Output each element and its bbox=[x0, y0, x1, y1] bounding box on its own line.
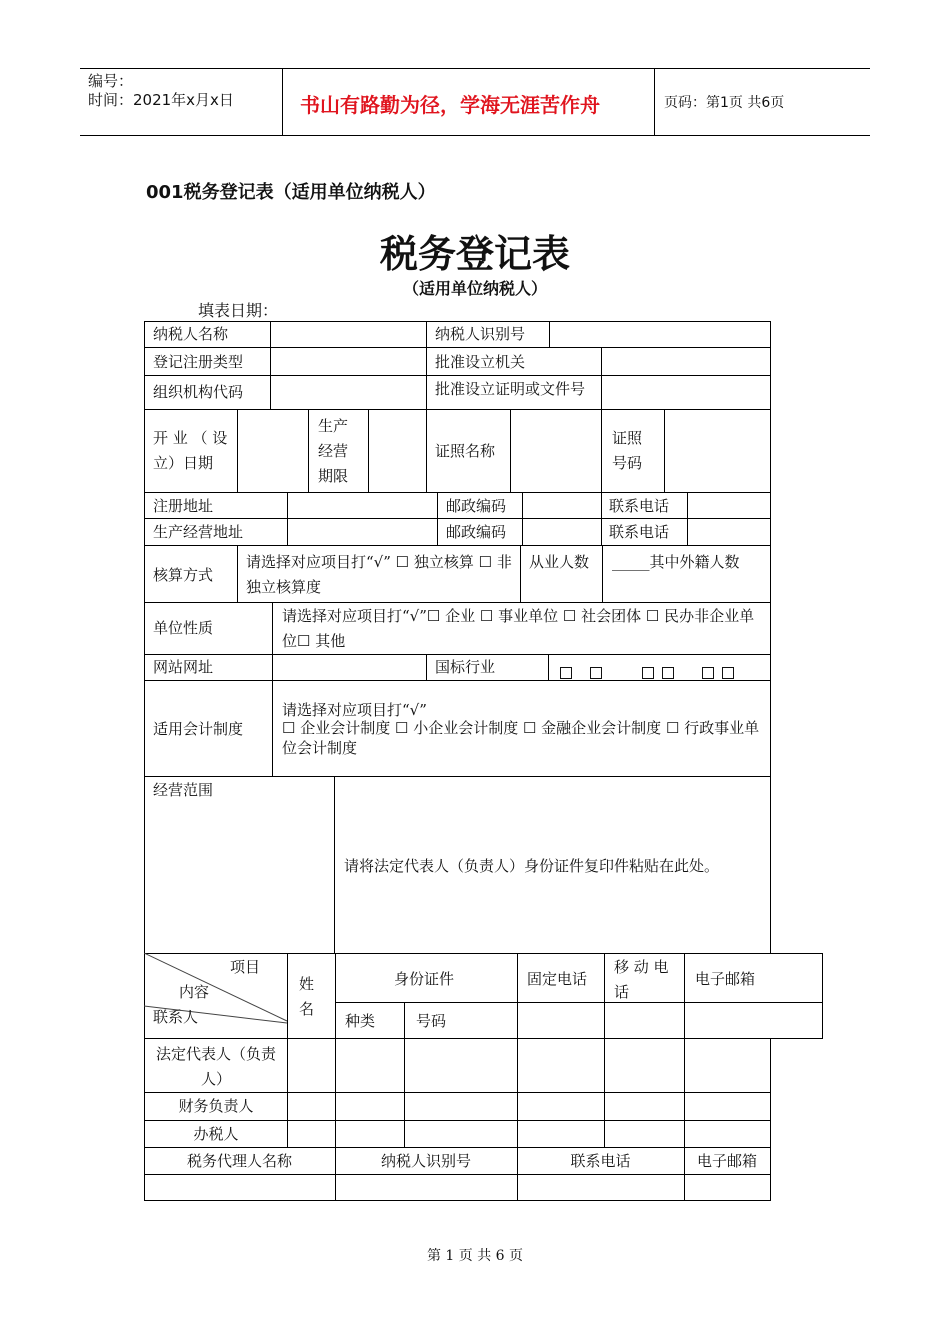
form-subtitle: （适用单位纳税人） bbox=[402, 279, 547, 298]
page-info: 页码：第1页 共6页 bbox=[664, 95, 785, 111]
id-paste-instruction: 请将法定代表人（负责人）身份证件复印件粘贴在此处。 bbox=[344, 857, 720, 875]
label-postcode-2: 邮政编码 bbox=[446, 523, 507, 541]
col-agent-phone: 联系电话 bbox=[570, 1152, 631, 1170]
label-taxpayer-name: 纳税人名称 bbox=[153, 325, 229, 343]
row-tax-clerk: 办税人 bbox=[193, 1125, 239, 1143]
label-org-code: 组织机构代码 bbox=[153, 383, 244, 401]
acc-system-instruction: 请选择对应项目打“√” bbox=[282, 701, 427, 719]
form-title: 税务登记表 bbox=[379, 231, 570, 276]
acc-system-options[interactable]: ☐ 企业会计制度 ☐ 小企业会计制度 ☐ 金融企业会计制度 ☐ 行政事业单位会计制度 bbox=[282, 719, 760, 757]
col-email: 电子邮箱 bbox=[695, 970, 756, 988]
col-agent-name: 税务代理人名称 bbox=[186, 1152, 292, 1170]
label-reg-address: 注册地址 bbox=[153, 497, 214, 515]
label-phone-1: 联系电话 bbox=[609, 497, 670, 515]
label-biz-address: 生产经营地址 bbox=[153, 523, 244, 541]
label-acc-system: 适用会计制度 bbox=[153, 720, 244, 738]
label-postcode-1: 邮政编码 bbox=[446, 497, 507, 515]
label-approve-doc: 批准设立证明或文件号 bbox=[435, 380, 586, 398]
fill-date-label: 填表日期： bbox=[198, 301, 279, 320]
accounting-options[interactable]: 请选择对应项目打“√” ☐ 独立核算 ☐ 非独立核算度 bbox=[246, 553, 512, 596]
col-id-no: 号码 bbox=[416, 1012, 447, 1030]
label-industry: 国标行业 bbox=[435, 658, 496, 676]
page-footer: 第 1 页 共 6 页 bbox=[426, 1248, 524, 1264]
label-taxpayer-id: 纳税人识别号 bbox=[435, 325, 526, 343]
label-period: 生产经营期限 bbox=[318, 417, 349, 485]
corner-label-item: 项目 bbox=[230, 958, 261, 976]
label-reg-type: 登记注册类型 bbox=[153, 353, 244, 371]
label-open-date: 开 业 （ 设 立）日期 bbox=[153, 429, 228, 472]
col-id-type: 种类 bbox=[345, 1012, 376, 1030]
label-approve-org: 批准设立机关 bbox=[435, 353, 526, 371]
label-license-no: 证照号码 bbox=[612, 429, 643, 472]
row-legal-rep: 法定代表人（负责人） bbox=[155, 1045, 276, 1088]
col-name: 姓名 bbox=[299, 975, 315, 1018]
label-unit-nature: 单位性质 bbox=[153, 619, 214, 637]
corner-label-contact: 联系人 bbox=[153, 1008, 199, 1026]
col-agent-email: 电子邮箱 bbox=[696, 1152, 757, 1170]
label-license-name: 证照名称 bbox=[435, 442, 496, 460]
row-finance-head: 财务负责人 bbox=[178, 1097, 254, 1115]
label-accounting: 核算方式 bbox=[153, 566, 214, 584]
col-mobile: 移 动 电话 bbox=[614, 958, 669, 1001]
label-employees: 从业人数 bbox=[529, 553, 590, 571]
col-agent-id: 纳税人识别号 bbox=[380, 1152, 471, 1170]
corner-label-content: 内容 bbox=[179, 983, 210, 1001]
col-fixed-phone: 固定电话 bbox=[527, 970, 588, 988]
document-heading: 001税务登记表（适用单位纳税人） bbox=[146, 182, 436, 203]
document-time-label: 时间：2021年x月x日 bbox=[88, 91, 234, 109]
label-foreign-employees: _____其中外籍人数 bbox=[612, 553, 740, 571]
col-id-doc: 身份证件 bbox=[394, 970, 455, 988]
unit-nature-options[interactable]: 请选择对应项目打“√”☐ 企业 ☐ 事业单位 ☐ 社会团体 ☐ 民办非企业单位☐ 其他 bbox=[282, 607, 755, 650]
label-website: 网站网址 bbox=[153, 658, 214, 676]
label-phone-2: 联系电话 bbox=[609, 523, 670, 541]
label-biz-scope: 经营范围 bbox=[153, 781, 214, 799]
document-number-label: 编号： bbox=[88, 72, 134, 90]
motto-text: 书山有路勤为径，学海无涯苦作舟 bbox=[300, 93, 600, 117]
industry-code-boxes[interactable] bbox=[560, 662, 734, 681]
